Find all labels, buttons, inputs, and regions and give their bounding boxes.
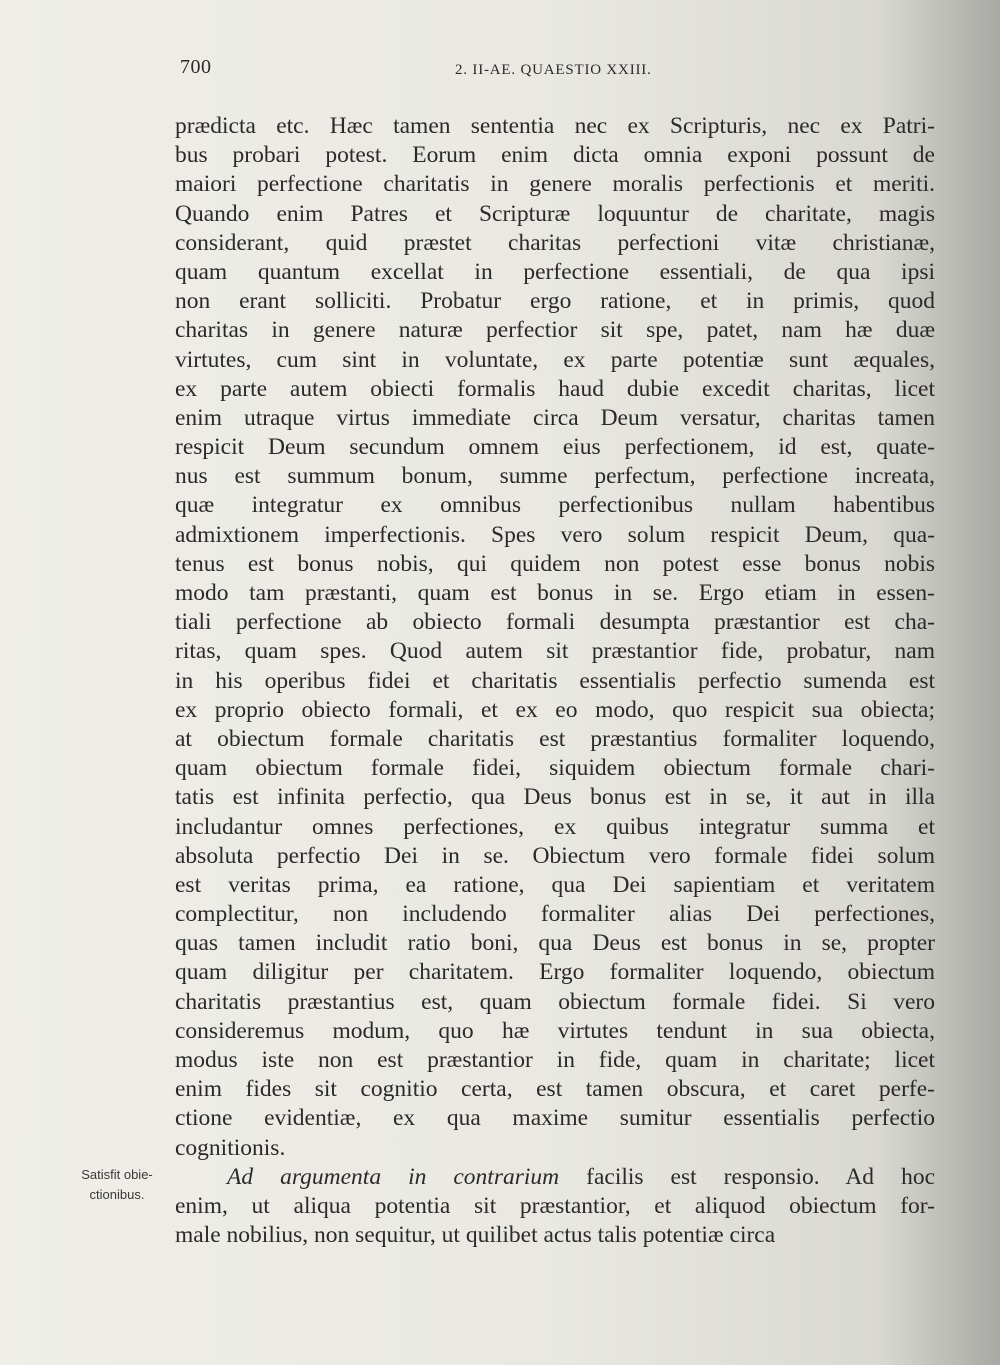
text-line: ctione evidentiæ, ex qua maxime sumitur essentialis perfectio [175, 1105, 935, 1132]
text-line: cognitionis. [175, 1134, 286, 1161]
text-line [175, 1163, 935, 1192]
text-line: enim, ut aliqua potentia sit præstantior, et aliquod obiectum for- [175, 1192, 935, 1219]
text-line: prædicta etc. Hæc tamen sententia nec ex Scripturis, nec ex Patri- [175, 113, 935, 139]
text-line: Quando enim Patres et Scripturæ loquuntur de charitate, magis [175, 200, 935, 227]
text-line: respicit Deum secundum omnem eius perfectionem, id est, quate- [175, 434, 935, 461]
text-line: tatis est infinita perfectio, qua Deus bonus est in se, it aut in illa [175, 784, 935, 811]
paragraph-1 [175, 112, 935, 1163]
body-text [175, 112, 935, 1250]
running-head: 2. II-AE. QUAESTIO XXIII. [455, 62, 652, 78]
text-line: admixtionem imperfectionis. Spes vero solum respicit Deum, qua- [175, 521, 935, 548]
italic-lead: Ad argumenta in contrarium [227, 1163, 560, 1190]
paragraph-2 [175, 1163, 935, 1251]
text-line: absoluta perfectio Dei in se. Obiectum vero formale fidei solum [175, 842, 935, 869]
line-rest: facilis est responsio. Ad hoc [559, 1163, 935, 1190]
text-line: quas tamen includit ratio boni, qua Deus est bonus in se, propter [175, 930, 935, 957]
text-line: in his operibus fidei et charitatis essentialis perfectio sumenda est [175, 667, 935, 694]
text-line: enim utraque virtus immediate circa Deum versatur, charitas tamen [175, 404, 935, 431]
text-line: tenus est bonus nobis, qui quidem non potest esse bonus nobis [175, 550, 935, 577]
text-line: modo tam præstanti, quam est bonus in se. Ergo etiam in essen- [175, 580, 935, 606]
text-line: quam quantum excellat in perfectione essentiali, de qua ipsi [175, 258, 935, 285]
text-line: maiori perfectione charitatis in genere moralis perfectionis et meriti. [175, 171, 935, 198]
text-line: ritas, quam spes. Quod autem sit præstantior fide, probatur, nam [175, 638, 935, 665]
text-line: quæ integratur ex omnibus perfectionibus nullam habentibus [175, 492, 935, 519]
marginal-note-line: ctionibus. [89, 1187, 145, 1202]
text-line: quam obiectum formale fidei, siquidem obiectum formale chari- [175, 755, 935, 782]
text-line: male nobilius, non sequitur, ut quilibet actus talis potentiæ circa [175, 1222, 776, 1249]
text-line: ex proprio obiecto formali, et ex eo modo, quo respicit sua obiecta; [175, 696, 935, 723]
text-line: enim fides sit cognitio certa, est tamen obscura, et caret perfe- [175, 1076, 935, 1103]
marginal-note [62, 1165, 172, 1205]
text-line: considerant, quid præstet charitas perfectioni vitæ christianæ, [175, 229, 935, 256]
marginal-note-line: Satisfit obie- [81, 1167, 153, 1182]
text-line: est veritas prima, ea ratione, qua Dei sapientiam et veritatem [175, 871, 935, 898]
text-line: nus est summum bonum, summe perfectum, perfectione increata, [175, 463, 935, 490]
text-line: complectitur, non includendo formaliter alias Dei perfectiones, [175, 901, 935, 928]
text-line: charitatis præstantius est, quam obiectum formale fidei. Si vero [175, 988, 935, 1015]
text-line: charitas in genere naturæ perfectior sit spe, patet, nam hæ duæ [175, 317, 935, 344]
text-line: tiali perfectione ab obiecto formali desumpta præstantior est cha- [175, 609, 935, 636]
text-line: modus iste non est præstantior in fide, quam in charitate; licet [175, 1047, 935, 1073]
text-line: ex parte autem obiecti formalis haud dubie excedit charitas, licet [175, 375, 935, 402]
text-line: consideremus modum, quo hæ virtutes tendunt in sua obiecta, [175, 1017, 935, 1044]
text-line: bus probari potest. Eorum enim dicta omnia exponi possunt de [175, 142, 935, 169]
text-line: virtutes, cum sint in voluntate, ex parte potentiæ sunt æquales, [175, 346, 935, 373]
text-line: at obiectum formale charitatis est præstantius formaliter loquendo, [175, 725, 935, 752]
text-line: quam diligitur per charitatem. Ergo formaliter loquendo, obiectum [175, 959, 935, 986]
text-line: non erant solliciti. Probatur ergo ratione, et in primis, quod [175, 288, 935, 315]
text-line: includantur omnes perfectiones, ex quibus integratur summa et [175, 813, 935, 840]
page-number: 700 [180, 56, 212, 78]
